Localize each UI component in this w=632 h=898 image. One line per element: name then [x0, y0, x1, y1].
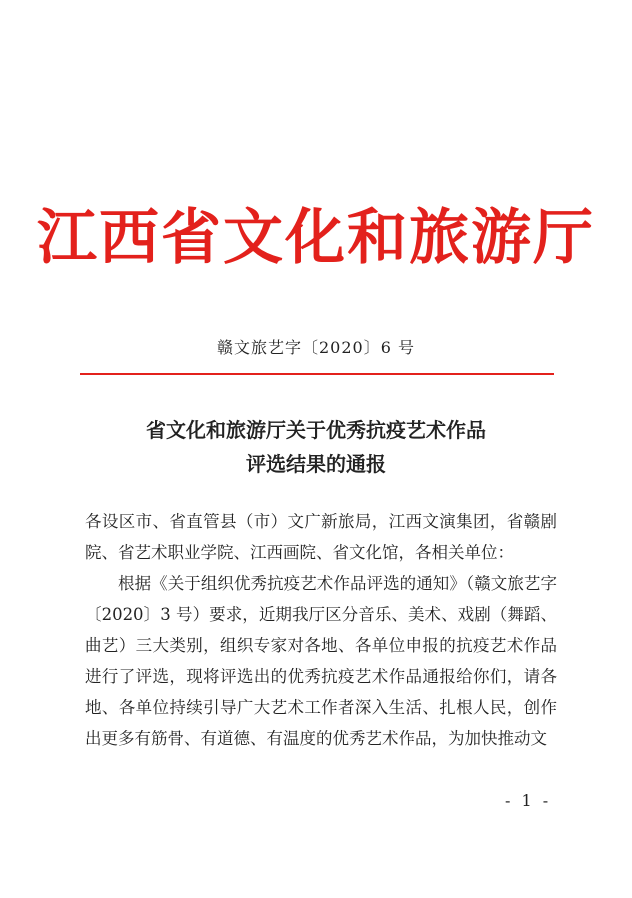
notice-title-line-2: 评选结果的通报 [246, 452, 386, 476]
document-number: 赣文旅艺字〔2020〕6 号 [217, 338, 415, 357]
red-divider-line [80, 373, 554, 375]
document-body [85, 506, 557, 754]
notice-title [0, 413, 632, 481]
page-number: - 1 - [505, 791, 552, 810]
notice-title-line-1: 省文化和旅游厅关于优秀抗疫艺术作品 [146, 418, 486, 442]
recipients-paragraph: 各设区市、省直管县（市）文广新旅局，江西文演集团，省赣剧院、省艺术职业学院、江西画院、省文化馆，各相关单位： [85, 512, 557, 562]
body-paragraph: 根据《关于组织优秀抗疫艺术作品评选的通知》（赣文旅艺字〔2020〕3 号）要求，近期我厅区分音乐、美术、戏剧（舞蹈、曲艺）三大类别，组织专家对各地、各单位申报的抗疫艺术作品进行了评选，现将评选出的优秀抗疫艺术作品通报给你们，请各地、各单位持续引导广大艺术工作者深入生活、扎根人民，创作出更多有筋骨、有道德、有温度的优秀艺术作品，为加快推动文 [85, 574, 557, 748]
issuing-authority-title: 江西省文化和旅游厅 [37, 203, 595, 273]
